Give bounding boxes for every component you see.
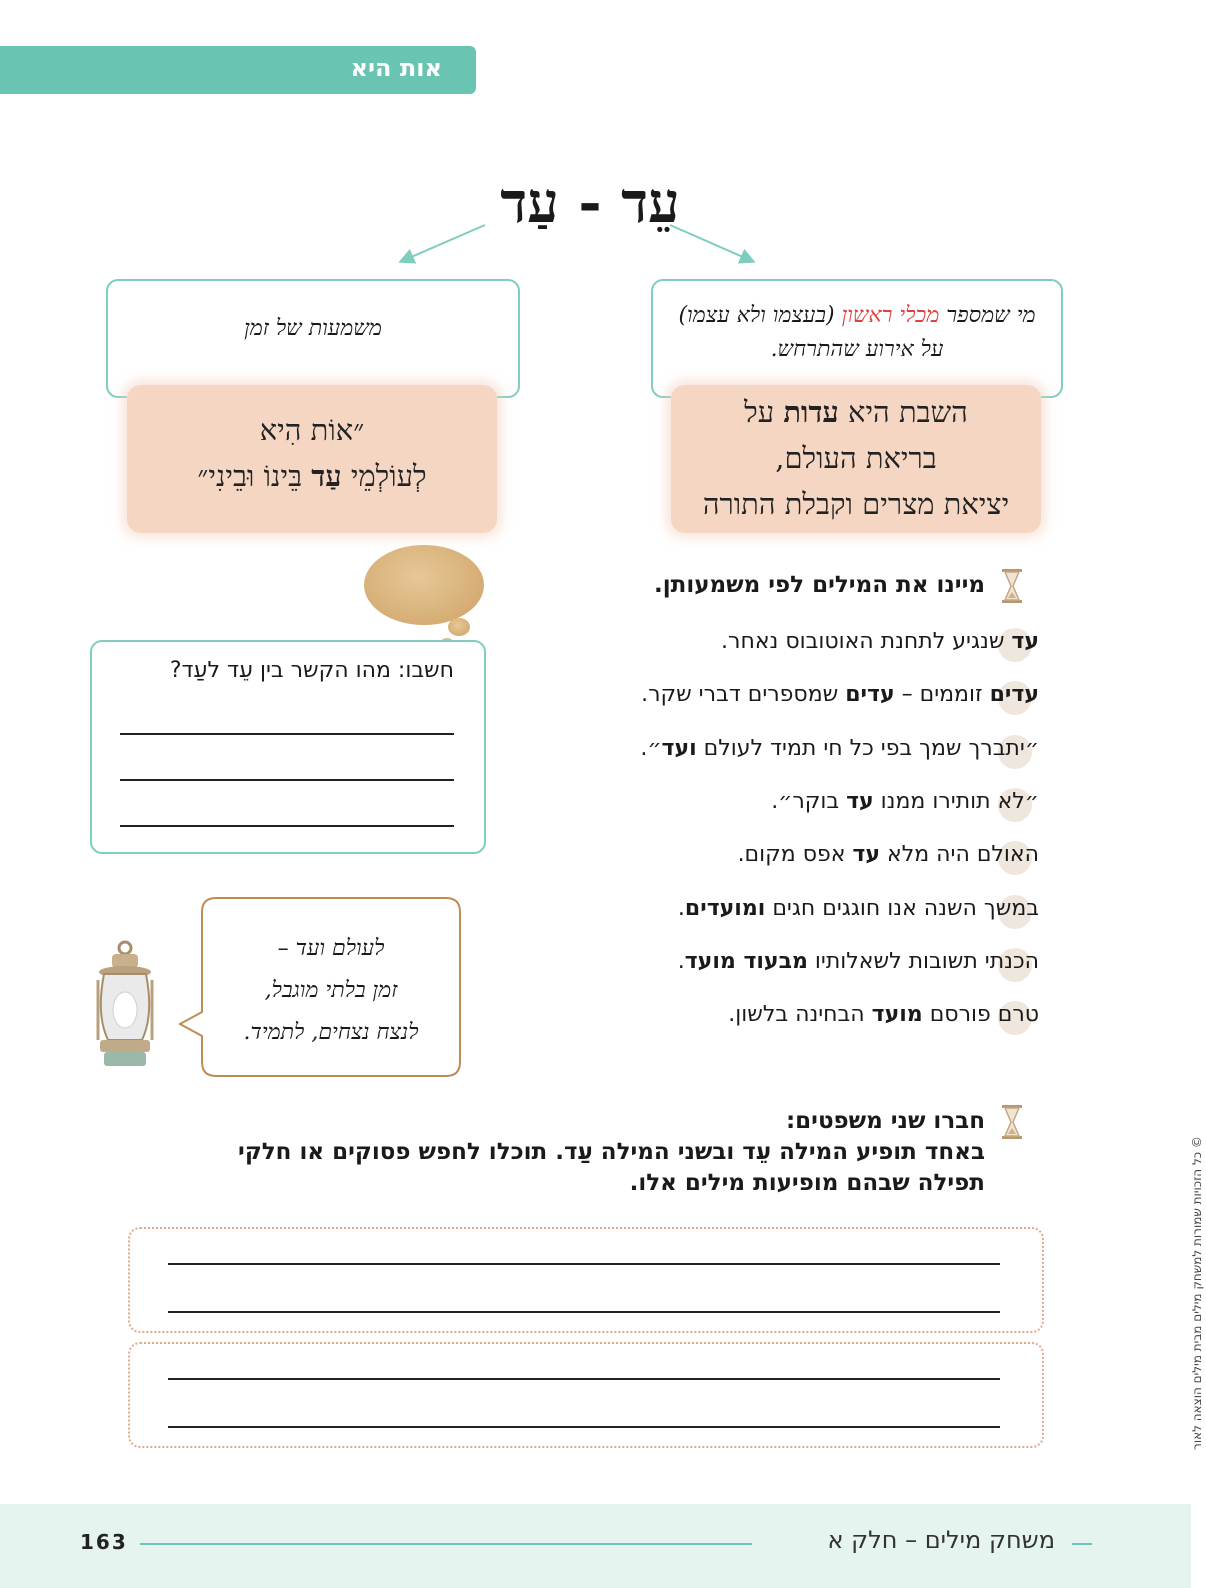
page-footer [0,1504,1191,1588]
sentence-text: . [677,949,685,974]
sentence-text: אפס מקום. [737,842,853,867]
sentence-text: הבחינה בלשון. [728,1002,872,1027]
title-arrows [390,215,770,275]
hourglass-icon [1001,1104,1023,1140]
footer-rule-right [1072,1543,1092,1545]
sentence-keyword: מועד [871,1002,923,1027]
think-box [90,640,486,854]
quote-line-3: יציאת מצרים וקבלת התורה [702,487,1010,521]
page-number: 163 [80,1530,128,1554]
sentence-text: האולם היה מלא [880,842,1039,867]
chapter-tab [0,46,476,94]
arrow-right [670,225,752,261]
sentence-text: זוממים – [894,682,990,707]
task1-instruction: מיינו את המילים לפי משמעותן. [653,572,985,598]
sentence-text: שנגיע לתחנת האוטובוס נאחר. [721,629,1012,654]
sentence-item [641,682,1039,707]
sentence-text: ״לא תותירו ממנו [873,789,1039,814]
sentence-text: ״יתברך שמך בפי כל חי תמיד לעולם [696,736,1039,761]
sentence-text: הכנתי תשובות לשאלותיו [807,949,1039,974]
sentence-keyword: עדים [989,682,1039,707]
writing-area-2 [128,1342,1044,1448]
sentence-keyword: ועד [661,736,697,761]
writing-line[interactable] [168,1311,1000,1313]
definition-left-text: משמעות של זמן [244,316,382,341]
quote-left-text-end: בֵּינוֹ וּבֵינִי״ [197,459,312,493]
think-prompt: חשבו: מהו הקשר בין עֵד לעַד? [169,658,454,683]
definition-highlight: מכלי ראשון [841,303,940,328]
sentence-text: . [677,896,685,921]
footer-rule [140,1543,752,1545]
answer-line[interactable] [120,733,454,735]
speech-line-1: לעולם ועד – [277,936,385,961]
sentence-item [738,842,1039,867]
sentence-text: טרם פורסם [922,1002,1039,1027]
definition-text-end: (בעצמו ולא עצמו) [678,303,842,328]
sentence-keyword: מבעוד מועד [684,949,808,974]
sentence-text: ״. [640,736,662,761]
sentence-keyword: עד [846,789,874,814]
copyright-note: © כל הזכויות שמורות למשחק מילים מבית מילים הוצאה לאור [1190,1136,1204,1450]
sentence-keyword: ומועדים [684,896,766,921]
sentence-text: במשך השנה אנו חוגגים חגים [765,896,1039,921]
quote-text-end: על [744,395,784,429]
task2-line-1: חברו שני משפטים: [785,1108,985,1134]
lantern-icon [90,940,160,1075]
book-title: משחק מילים – חלק א [827,1526,1055,1554]
quote-keyword: עדות [783,395,839,429]
chapter-tab-label: אות היא [350,54,442,82]
sentence-keyword: עד [1011,629,1039,654]
quote-card-right [671,385,1041,533]
sentence-item [678,949,1039,974]
quote-text: השבת היא [838,395,968,429]
task2-line-2: באחד תופיע המילה עֵד ובשני המילה עַד. תוכלו לחפש פסוקים או חלקי [238,1139,985,1165]
sentence-text: בוקר״. [771,789,847,814]
sentence-text: שמספרים דברי שקר. [641,682,846,707]
sentence-item [721,629,1039,654]
hourglass-icon [1001,568,1023,604]
sentence-item [728,1002,1039,1027]
thought-cloud-icon [364,545,484,625]
definition-box-right [651,279,1063,398]
writing-area-1 [128,1227,1044,1333]
speech-line-2: זמן בלתי מוגבל, [264,978,398,1003]
definition-text: מי שמספר [939,303,1036,328]
answer-line[interactable] [120,779,454,781]
definition-box-left [106,279,520,398]
task2-line-3: תפילה שבהם מופיעות מילים אלו. [629,1170,985,1196]
speech-line-3: לנצח נצחים, לתמיד. [243,1020,419,1045]
sentence-keyword: עד [852,842,881,867]
speech-bubble-text [206,928,456,1054]
quote-card-left [127,385,497,533]
thought-dot-icon [448,618,470,636]
writing-line[interactable] [168,1263,1000,1265]
quote-left-keyword: עַד [311,459,342,493]
sentence-item [640,736,1039,761]
definition-text-line2: על אירוע שהתרחש. [770,337,944,362]
task2-instructions [185,1106,985,1199]
quote-left-text: לְעוֹלְמֵי [341,459,427,493]
quote-left-line-1: ״אוֹת הִיא [259,413,365,447]
sentence-item [771,789,1039,814]
writing-line[interactable] [168,1426,1000,1428]
sentence-keyword: עדים [845,682,895,707]
arrow-left [402,225,485,261]
writing-line[interactable] [168,1378,1000,1380]
quote-line-2: בריאת העולם, [775,441,937,475]
page-title: עֵד - עַד [500,170,680,236]
sentence-item [678,896,1039,921]
answer-line[interactable] [120,825,454,827]
